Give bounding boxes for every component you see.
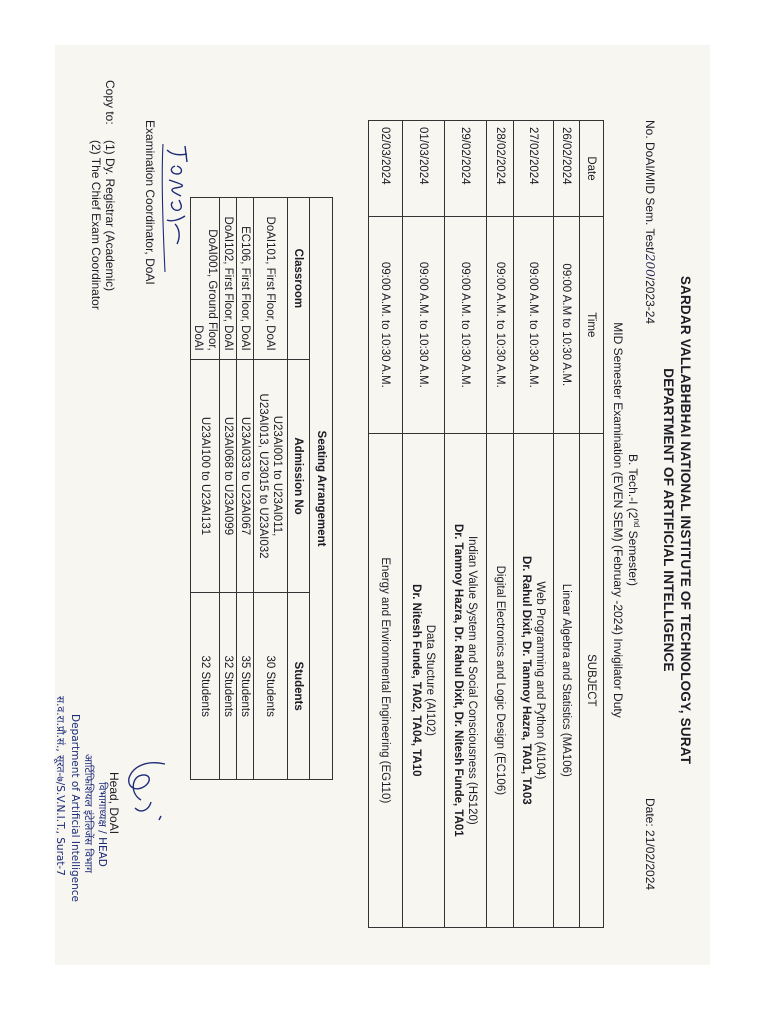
head-title: Head, DoAI: [107, 772, 121, 835]
schedule-row: [403, 121, 445, 928]
row-subject: [554, 433, 580, 927]
row-classroom: DoAI101, First Floor, DoAI: [254, 198, 288, 360]
document-date: Date: 21/02/2024: [643, 798, 657, 891]
subject-name: Digital Electronics and Logic Design (EC106): [494, 565, 506, 796]
exam-title: MID Semester Examination (EVEN SEM) (February -2024) Invigilator Duty: [611, 322, 625, 718]
row-time: 09:00 A.M. to 10:30 A.M.: [403, 216, 445, 433]
reference-number: No. DoAI/MID Sem. Test/200/2023-24: [643, 120, 657, 325]
row-subject: [487, 433, 514, 927]
row-classroom: EC106, First Floor, DoAI: [237, 198, 254, 360]
row-date: 02/03/2024: [369, 121, 403, 217]
col-students: Students: [288, 593, 310, 780]
row-admission: U23AI068 to U23AI099: [220, 359, 237, 593]
subject-name: Energy and Environmental Engineering (EG110): [379, 557, 392, 804]
row-subject: [369, 433, 403, 927]
schedule-row: [445, 121, 487, 928]
row-subject: [514, 433, 554, 927]
schedule-table: [368, 120, 604, 928]
schedule-row: [554, 121, 580, 928]
row-time: 09:00 A.M to 10:30 A.M.: [554, 216, 580, 433]
col-classroom: Classroom: [288, 198, 310, 360]
program-line: B. Tech.-I (2nd Semester): [626, 453, 641, 587]
col-time: Time: [580, 216, 604, 433]
seating-row: [254, 198, 288, 780]
seating-row: [237, 198, 254, 780]
subject-name: Web Programming and Python (AI104): [534, 581, 547, 780]
seating-table: [190, 197, 333, 780]
row-date: 28/02/2024: [487, 121, 514, 217]
row-time: 09:00 A.M. to 10:30 A.M.: [369, 216, 403, 433]
col-date: Date: [580, 121, 604, 217]
subject-name: Data Stucture (AI102): [424, 624, 437, 736]
copy-to-item: (1) Dy. Registrar (Academic): [103, 140, 117, 292]
seating-title-row: [310, 198, 333, 780]
seating-row: [220, 198, 237, 780]
schedule-row: [514, 121, 554, 928]
seating-title: Seating Arrangement: [310, 198, 333, 780]
schedule-row: [369, 121, 403, 928]
row-students: 32 Students: [220, 593, 237, 780]
row-date: 27/02/2024: [514, 121, 554, 217]
row-time: 09:00 A.M. to 10:30 A.M.: [514, 216, 554, 433]
row-classroom: DoAI102, First Floor, DoAI: [220, 198, 237, 360]
row-students: 30 Students: [254, 593, 288, 780]
row-admission: U23AI001 to U23AI011, U23AI013, U23015 to U23AI032: [254, 359, 288, 593]
row-date: 26/02/2024: [554, 121, 580, 217]
invigilators: Dr. Tanmoy Hazra, Dr. Rahul Dixit, Dr. Nitesh Funde, TA01: [452, 523, 465, 837]
copy-to-label: Copy to:: [103, 80, 117, 125]
subject-name: Linear Algebra and Statistics (MA106): [560, 583, 573, 777]
document-page: SARDAR VALLABHBHAI NATIONAL INSTITUTE OF TECHNOLOGY, SURAT DEPARTMENT OF ARTIFICIAL INTELLIGENCE No. DoAI/MID Sem. Test/200/2023-24 Date: 21/02/2024 B. Tech.-I (2nd Semester) MID Semester Examination (EVEN SEM) (February -2024) Invigilator Duty Date Time SUBJECT 26/02/2024 09:00 A.M to 10:30 A.M. Linear Algebra and Statistics (MA106) 27/02/2024 09:00 A.M. to 10:30 A.M. Web Programming and Python (AI104) Dr. Rahul Dixit, Dr. Tanmoy Hazra, TA01, TA03 28/02/2024 09:00 A.M. to 10:30 A.M. Digital Electronics and Logic Design (EC106) 29/02/2024 09:00 A.M. to 10:30 A.M. Indian Value System and Social Consciousness (HS120) Dr. Tanmoy Hazra, Dr. Rahul Dixit, Dr. Nitesh Funde, TA01 01/03/2024 09:00 A.M. to 10:30 A.M. Data Stucture (AI102) Dr. Nitesh Funde, TA02, TA04, TA10 02/03/2024 09:00 A.M. to 10:30 A.M. Energy and Environmental Engineering (EG110) Seating Arrangement Classroom Admission No Students DoAI101, First Floor, DoAI U23AI001 to U23AI011, U23AI013, U23015 to U23AI032 30 Students EC106, First Floor, DoAI U23AI033 to U23AI067 35 Students DoAI102, First Floor, DoAI U23AI068 to U23AI099 32 Students DoAI001, Ground Floor, DoAI U23AI100 to U23AI131 32 Students Examination Coordinator, DoAI Head, DoAI Copy to: (1) Dy. Registrar (Academic) (2) The Chief Exam Coordinator विभागाध्यक्ष / HEAD आर्टिफिशियल इंटेलिजेंस विभाग Department of Artificial Intelligence स.व.रा.प्रौ.सं., सूरत-७/S.V.N.I.T., Surat-7: [77, 100, 697, 940]
row-admission: U23AI100 to U23AI131: [191, 359, 220, 593]
row-time: 09:00 A.M. to 10:30 A.M.: [445, 216, 487, 433]
col-admission: Admission No: [288, 359, 310, 593]
invigilators: Dr. Rahul Dixit, Dr. Tanmoy Hazra, TA01, TA03: [520, 556, 533, 805]
row-subject: [403, 433, 445, 927]
schedule-row: [487, 121, 514, 928]
row-classroom: DoAI001, Ground Floor, DoAI: [191, 198, 220, 360]
invigilators: Dr. Nitesh Funde, TA02, TA04, TA10: [410, 584, 423, 777]
subject-name: Indian Value System and Social Consciousness (HS120): [466, 535, 479, 825]
coordinator-title: Examination Coordinator, DoAI: [143, 120, 157, 285]
row-students: 32 Students: [191, 593, 220, 780]
department-name: DEPARTMENT OF ARTIFICIAL INTELLIGENCE: [661, 368, 676, 672]
row-date: 29/02/2024: [445, 121, 487, 217]
copy-to-item: (2) The Chief Exam Coordinator: [89, 140, 103, 310]
head-signature: [119, 750, 171, 830]
col-subject: SUBJECT: [580, 433, 604, 927]
row-date: 01/03/2024: [403, 121, 445, 217]
institute-name: SARDAR VALLABHBHAI NATIONAL INSTITUTE OF TECHNOLOGY, SURAT: [678, 275, 693, 765]
seating-header-row: [288, 198, 310, 780]
handwritten-ref: 200: [643, 253, 657, 277]
row-time: 09:00 A.M. to 10:30 A.M.: [487, 216, 514, 433]
row-students: 35 Students: [237, 593, 254, 780]
row-admission: U23AI033 to U23AI067: [237, 359, 254, 593]
row-subject: [445, 433, 487, 927]
coordinator-signature: [159, 140, 199, 290]
schedule-header-row: [580, 121, 604, 928]
